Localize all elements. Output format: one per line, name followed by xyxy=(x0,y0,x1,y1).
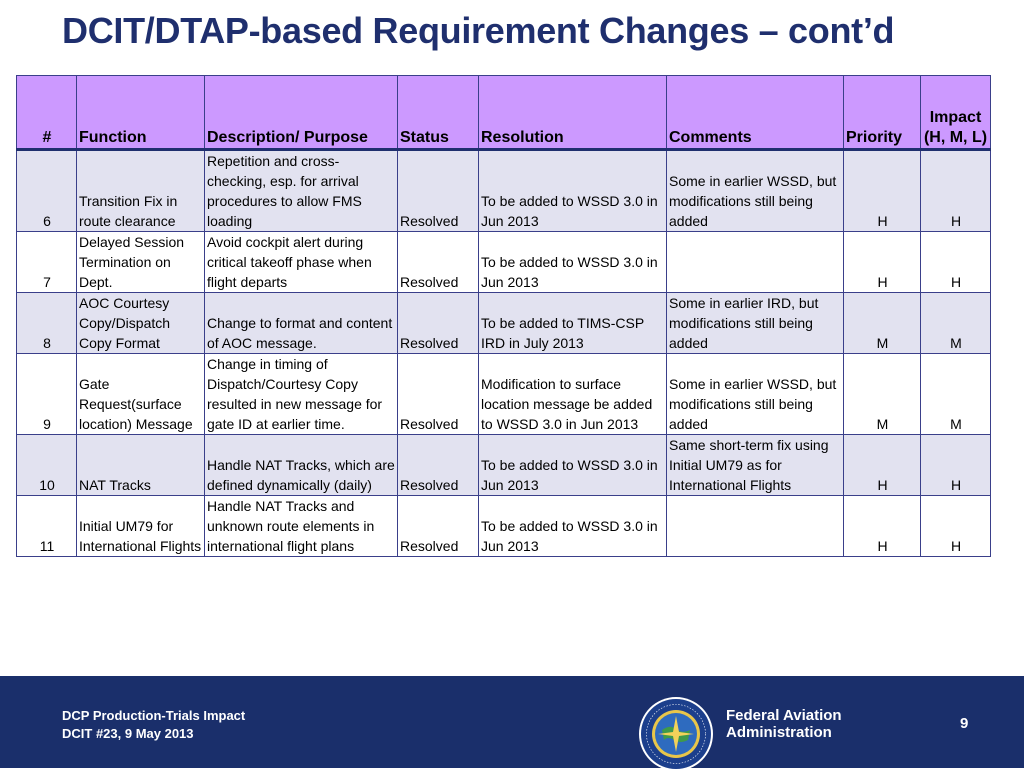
footer-bar xyxy=(0,676,1024,768)
row-description: Change in timing of Dispatch/Courtesy Copy resulted in new message for gate ID at earlier time. xyxy=(205,354,398,435)
row-comments xyxy=(667,232,844,293)
row-description: Change to format and content of AOC message. xyxy=(205,293,398,354)
agency-line-1: Federal Aviation xyxy=(726,707,842,724)
row-function: NAT Tracks xyxy=(77,435,205,496)
row-impact: H xyxy=(921,232,991,293)
row-description: Handle NAT Tracks and unknown route elements in international flight plans xyxy=(205,496,398,557)
row-resolution: To be added to WSSD 3.0 in Jun 2013 xyxy=(479,232,667,293)
row-comments xyxy=(667,496,844,557)
row-status: Resolved xyxy=(398,150,479,232)
row-num: 11 xyxy=(17,496,77,557)
requirements-table xyxy=(16,75,991,557)
row-status: Resolved xyxy=(398,496,479,557)
row-status: Resolved xyxy=(398,435,479,496)
row-priority: H xyxy=(844,232,921,293)
row-status: Resolved xyxy=(398,354,479,435)
header-status: Status xyxy=(398,76,479,150)
table-header-row xyxy=(17,76,991,150)
row-impact: H xyxy=(921,435,991,496)
row-comments: Some in earlier WSSD, but modifications still being added xyxy=(667,150,844,232)
footer-line-2: DCIT #23, 9 May 2013 xyxy=(62,726,194,741)
row-comments: Some in earlier IRD, but modifications still being added xyxy=(667,293,844,354)
row-comments: Some in earlier WSSD, but modifications still being added xyxy=(667,354,844,435)
agency-line-2: Administration xyxy=(726,724,832,741)
header-priority: Priority xyxy=(844,76,921,150)
header-impact: Impact (H, M, L) xyxy=(921,76,991,150)
agency-name xyxy=(726,707,842,741)
row-function: Initial UM79 for International Flights xyxy=(77,496,205,557)
row-impact: M xyxy=(921,293,991,354)
row-comments: Same short-term fix using Initial UM79 as for International Flights xyxy=(667,435,844,496)
header-num: # xyxy=(17,76,77,150)
row-function: Gate Request(surface location) Message xyxy=(77,354,205,435)
row-num: 8 xyxy=(17,293,77,354)
row-priority: H xyxy=(844,150,921,232)
footer-presentation-info xyxy=(62,707,245,743)
row-impact: H xyxy=(921,496,991,557)
header-comments: Comments xyxy=(667,76,844,150)
row-status: Resolved xyxy=(398,232,479,293)
row-resolution: To be added to WSSD 3.0 in Jun 2013 xyxy=(479,496,667,557)
row-num: 7 xyxy=(17,232,77,293)
footer-line-1: DCP Production-Trials Impact xyxy=(62,708,246,723)
table-row xyxy=(17,496,991,557)
row-priority: M xyxy=(844,354,921,435)
row-priority: M xyxy=(844,293,921,354)
table-row xyxy=(17,232,991,293)
row-impact: H xyxy=(921,150,991,232)
row-resolution: Modification to surface location message be added to WSSD 3.0 in Jun 2013 xyxy=(479,354,667,435)
page-number: 9 xyxy=(960,715,969,732)
faa-seal-logo xyxy=(638,696,714,772)
row-status: Resolved xyxy=(398,293,479,354)
table-row xyxy=(17,354,991,435)
header-function: Function xyxy=(77,76,205,150)
row-priority: H xyxy=(844,496,921,557)
row-resolution: To be added to WSSD 3.0 in Jun 2013 xyxy=(479,150,667,232)
row-function: Delayed Session Termination on Dept. xyxy=(77,232,205,293)
table-row xyxy=(17,293,991,354)
slide-title: DCIT/DTAP-based Requirement Changes – cont’d xyxy=(62,10,895,51)
row-function: Transition Fix in route clearance xyxy=(77,150,205,232)
row-num: 6 xyxy=(17,150,77,232)
row-priority: H xyxy=(844,435,921,496)
row-description: Avoid cockpit alert during critical takeoff phase when flight departs xyxy=(205,232,398,293)
row-function: AOC Courtesy Copy/Dispatch Copy Format xyxy=(77,293,205,354)
row-description: Repetition and cross-checking, esp. for arrival procedures to allow FMS loading xyxy=(205,150,398,232)
row-num: 9 xyxy=(17,354,77,435)
table-row xyxy=(17,435,991,496)
row-resolution: To be added to WSSD 3.0 in Jun 2013 xyxy=(479,435,667,496)
row-description: Handle NAT Tracks, which are defined dynamically (daily) xyxy=(205,435,398,496)
row-impact: M xyxy=(921,354,991,435)
row-resolution: To be added to TIMS-CSP IRD in July 2013 xyxy=(479,293,667,354)
row-num: 10 xyxy=(17,435,77,496)
table-row xyxy=(17,150,991,232)
header-description: Description/ Purpose xyxy=(205,76,398,150)
header-resolution: Resolution xyxy=(479,76,667,150)
